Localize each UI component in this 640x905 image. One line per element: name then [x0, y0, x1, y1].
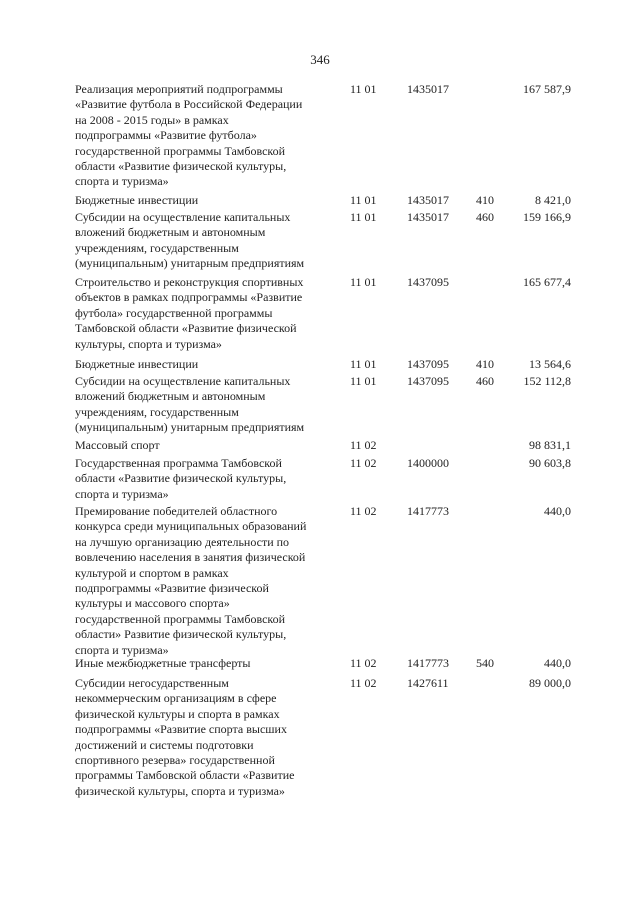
row-target-code: 1437095	[407, 374, 449, 388]
row-section-code: 11 01	[350, 193, 377, 207]
row-section-code: 11 01	[350, 275, 377, 289]
row-name: Иные межбюджетные трансферты	[75, 656, 251, 670]
row-section-code: 11 02	[350, 676, 377, 690]
row-name: Премирование победителей областного конкурса среди муниципальных образований на лучшую организацию деятельности по вовлечению населения в занятия физической культурой и спортом в рамках подпрограммы «Развитие физической культуры и массового спорта» государственной программы Тамбовской области» Развитие физической культуры, спорта и туризма»	[75, 504, 307, 657]
row-sum: 98 831,1	[529, 438, 571, 452]
row-sum: 167 587,9	[523, 82, 571, 96]
row-section-code: 11 01	[350, 82, 377, 96]
row-sum: 13 564,6	[529, 357, 571, 371]
page-number: 346	[310, 52, 330, 67]
row-section-code: 11 01	[350, 374, 377, 388]
row-name: Строительство и реконструкция спортивных объектов в рамках подпрограммы «Развитие футбола» государственной программы Тамбовской области «Развитие физической культуры, спорта и туризма»	[75, 275, 304, 351]
row-sum: 8 421,0	[535, 193, 571, 207]
row-target-code: 1435017	[407, 82, 449, 96]
row-name: Массовый спорт	[75, 438, 160, 452]
row-name: Государственная программа Тамбовской области «Развитие физической культуры, спорта и туризма»	[75, 456, 287, 501]
row-name: Субсидии на осуществление капитальных вложений бюджетным и автономным учреждениям, государственным (муниципальным) унитарным предприятиям	[75, 374, 305, 435]
row-sum: 440,0	[544, 504, 571, 518]
row-name: Субсидии на осуществление капитальных вложений бюджетным и автономным учреждениям, государственным (муниципальным) унитарным предприятиям	[75, 210, 305, 271]
row-sum: 165 677,4	[523, 275, 571, 289]
row-target-code: 1400000	[407, 456, 449, 470]
row-target-code: 1417773	[407, 504, 449, 518]
row-name: Бюджетные инвестиции	[75, 193, 199, 207]
row-section-code: 11 02	[350, 656, 377, 670]
row-expense-type: 460	[476, 210, 494, 224]
row-sum: 159 166,9	[523, 210, 571, 224]
row-section-code: 11 02	[350, 438, 377, 452]
row-target-code: 1437095	[407, 275, 449, 289]
row-target-code: 1437095	[407, 357, 449, 371]
row-section-code: 11 02	[350, 456, 377, 470]
row-sum: 440,0	[544, 656, 571, 670]
row-target-code: 1417773	[407, 656, 449, 670]
row-name: Субсидии негосударственным некоммерческим организациям в сфере физической культуры и спорта в рамках подпрограммы «Развитие спорта высших достижений и системы подготовки спортивного резерва» государственной программы Тамбовской области «Развитие физической культуры, спорта и туризма»	[75, 676, 295, 798]
row-section-code: 11 01	[350, 357, 377, 371]
row-expense-type: 460	[476, 374, 494, 388]
row-section-code: 11 01	[350, 210, 377, 224]
row-name: Бюджетные инвестиции	[75, 357, 199, 371]
row-target-code: 1435017	[407, 193, 449, 207]
row-expense-type: 540	[476, 656, 494, 670]
row-sum: 152 112,8	[523, 374, 571, 388]
row-name: Реализация мероприятий подпрограммы «Развитие футбола в Российской Федерации на 2008 - 2015 годы» в рамках подпрограммы «Развитие футбола» государственной программы Тамбовской области «Развитие физической культуры, спорта и туризма»	[75, 82, 303, 189]
row-section-code: 11 02	[350, 504, 377, 518]
row-expense-type: 410	[476, 193, 494, 207]
row-expense-type: 410	[476, 357, 494, 371]
row-target-code: 1427611	[407, 676, 449, 690]
row-target-code: 1435017	[407, 210, 449, 224]
row-sum: 90 603,8	[529, 456, 571, 470]
row-sum: 89 000,0	[529, 676, 571, 690]
